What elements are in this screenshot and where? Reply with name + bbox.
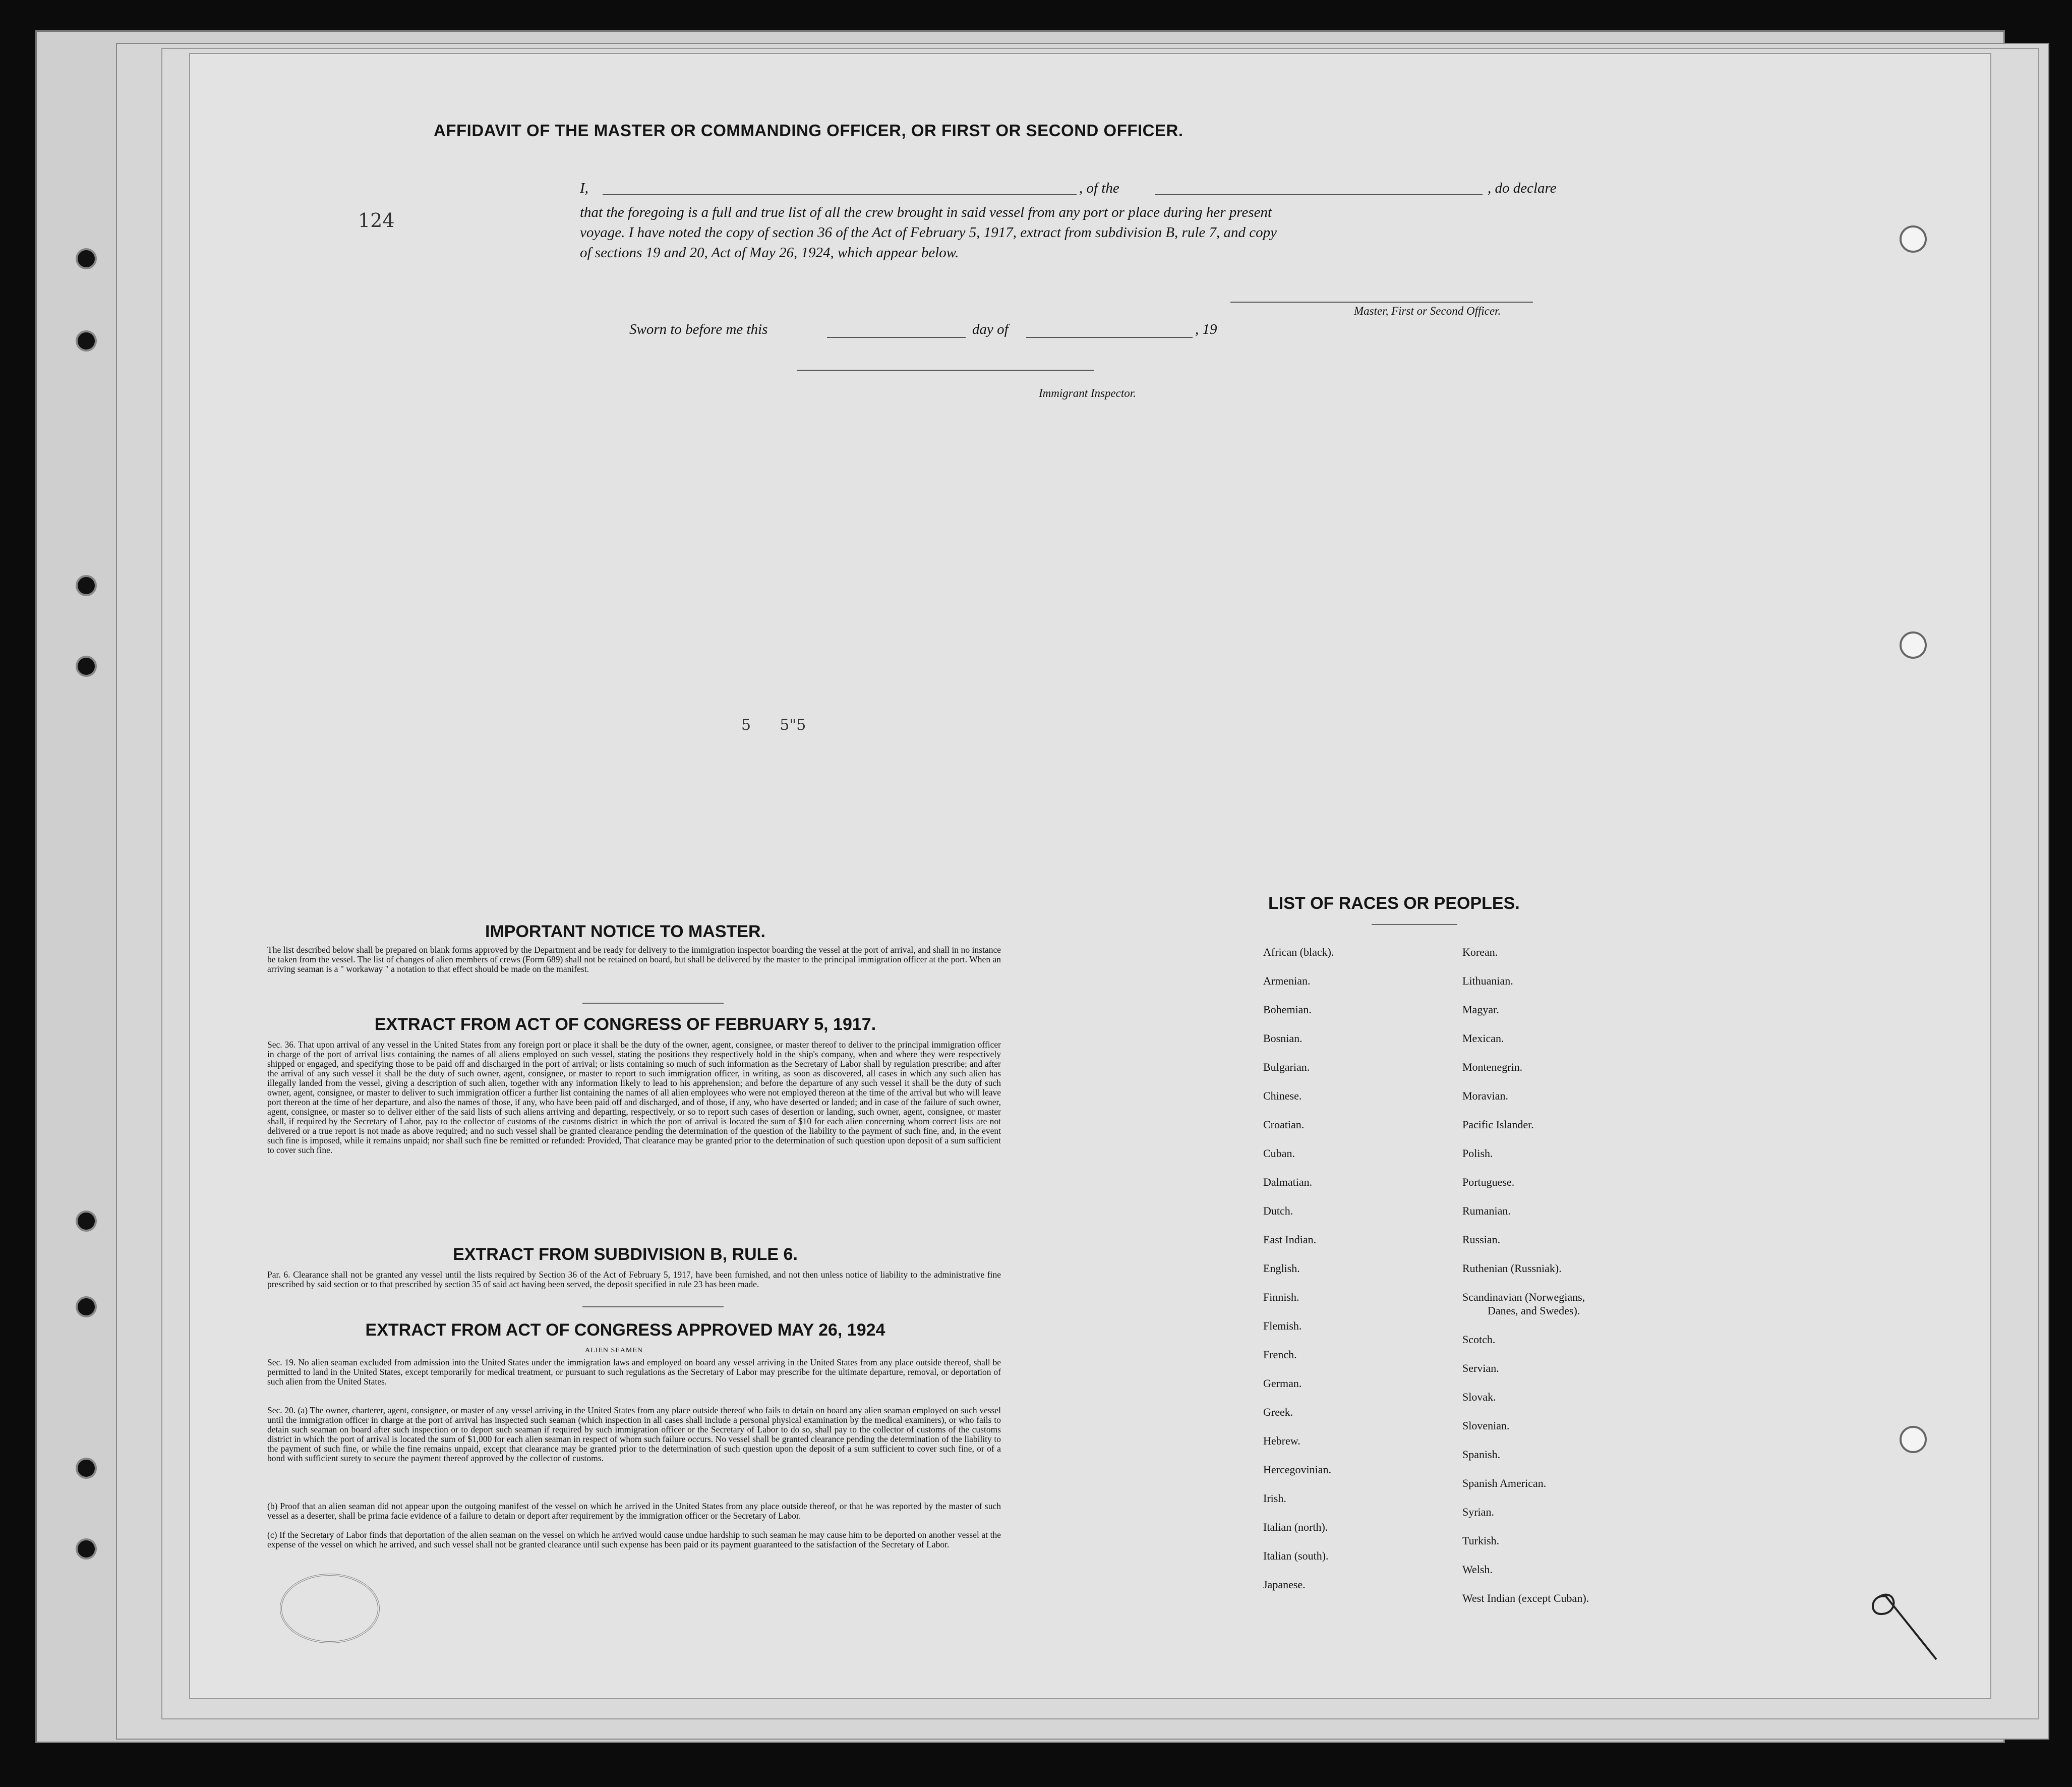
race-item: Cuban. [1263,1147,1295,1160]
race-item: Irish. [1263,1492,1286,1505]
race-item: Bohemian. [1263,1003,1312,1016]
race-item: Magyar. [1462,1003,1499,1016]
race-item: Spanish. [1462,1448,1501,1461]
race-item: Lithuanian. [1462,974,1513,987]
handwritten-mark: 5 5"5 [741,716,806,734]
race-item: Korean. [1462,946,1498,958]
sworn-day-line[interactable] [827,337,966,338]
name-blank-line[interactable] [603,194,1077,195]
race-item: Flemish. [1263,1319,1302,1332]
race-item: Hebrew. [1263,1434,1300,1447]
race-item: Pacific Islander. [1462,1118,1534,1131]
vessel-blank-line[interactable] [1155,194,1483,195]
punch-hole-icon [76,1458,97,1479]
race-item: Bosnian. [1263,1032,1303,1045]
race-item: Dutch. [1263,1204,1293,1217]
race-item: Slovenian. [1462,1419,1510,1432]
race-item: Montenegrin. [1462,1061,1523,1073]
punch-hole-icon [76,248,97,269]
extract-rule6-title: EXTRACT FROM SUBDIVISION B, RULE 6. [453,1245,798,1264]
punch-hole-icon [1900,225,1927,253]
race-item: Bulgarian. [1263,1061,1310,1073]
extract-1917-text: Sec. 36. That upon arrival of any vessel in the United States from any foreign port or place it shall be the duty of the owner, agent, consignee, or master thereof to deliver to the principal immigration officer in charge of the port of arrival lists containing the names of all aliens employed on such vessel, stating the positions they respectively hold in the ship's company, when and where they were respectively shipped or engaged, and specifying those to be paid off and discharged in the port of arrival; or lists containing so much of such information as the Secretary of Labor shall by regulation prescribe; and after the arrival of any such vessel it shall be the duty of such owner, agent, consignee, or master to report to such immigration officer, in writing, as soon as discovered, all cases in which any such alien has illegally landed from the vessel, giving a description of such alien, together with any information likely to lead to his apprehension; and before the departure of any such vessel it shall be the duty of such owner, agent, consignee, or master to deliver to such immigration officer a further list containing the names of all alien employees who were not employed thereon at the time of the arrival but who will leave port thereon at the time of her departure, and also the names of those, if any, who have been paid off and discharged, and of those, if any, who have deserted or landed; and in case of the failure of such owner, agent, consignee, or master so to deliver either of the said lists of such aliens arriving and departing, respectively, or so to report such cases of desertion or landing, such owner, agent, consignee, or master shall, if required by the Secretary of Labor, pay to the collector of customs of the customs district in which the port of arrival is located the sum of $10 for each alien concerning whom correct lists are not delivered or a true report is not made as above required; and no such vessel shall be granted clearance pending the determination of the question of the liability to the payment of such fine, and, in the event such fine is imposed, while it remains unpaid; nor shall such fine be remitted or refunded: Provided, That clearance may be granted prior to the determination of such question upon deposit of a sum sufficient to cover such fine. [267,1040,1001,1155]
punch-hole-icon [76,1296,97,1317]
divider [582,1306,724,1307]
divider [1372,924,1457,925]
race-item: Danes, and Swedes). [1488,1304,1580,1317]
race-item: East Indian. [1263,1233,1317,1246]
extract-rule6-text: Par. 6. Clearance shall not be granted any vessel until the lists required by Section 36 of the Act of February 5, 1917, have been furnished, and not then unless notice of liability to the administrative fine prescribed by said section or to that prescribed by section 35 of said act having been served, the deposit specified in rule 23 has been made. [267,1270,1001,1289]
extract-1924-title: EXTRACT FROM ACT OF CONGRESS APPROVED MAY 26, 1924 [365,1320,885,1340]
sworn-year: , 19 [1195,321,1217,337]
sworn-month-line[interactable] [1026,337,1193,338]
race-item: Russian. [1462,1233,1501,1246]
race-item: Slovak. [1462,1391,1496,1403]
race-item: Japanese. [1263,1578,1306,1591]
race-item: Polish. [1462,1147,1493,1160]
punch-hole-icon [76,1210,97,1232]
affidavit-line2: that the foregoing is a full and true list of all the crew brought in said vessel from any port or place during her present [580,204,1272,220]
race-item: Ruthenian (Russniak). [1462,1262,1562,1275]
extract-1917-title: EXTRACT FROM ACT OF CONGRESS OF FEBRUARY 5, 1917. [374,1015,876,1034]
race-item: Scandinavian (Norwegians, [1462,1291,1585,1303]
affidavit-title: AFFIDAVIT OF THE MASTER OR COMMANDING OFFICER, OR FIRST OR SECOND OFFICER. [434,121,1183,140]
race-item: Syrian. [1462,1506,1494,1518]
race-item: Hercegovinian. [1263,1463,1331,1476]
race-item: Italian (north). [1263,1521,1328,1533]
race-item: Rumanian. [1462,1204,1511,1217]
sworn-day-of: day of [972,321,1009,337]
race-item: African (black). [1263,946,1334,958]
affidavit-of-the: , of the [1079,180,1119,196]
signature-line[interactable] [1230,302,1533,303]
races-title: LIST OF RACES OR PEOPLES. [1268,894,1520,913]
affidavit-line3: voyage. I have noted the copy of section 36 of the Act of February 5, 1917, extract from subdivision B, rule 7, and copy [580,224,1277,241]
race-item: Finnish. [1263,1291,1299,1303]
divider [582,1003,724,1004]
race-item: Welsh. [1462,1563,1493,1576]
race-item: Italian (south). [1263,1549,1329,1562]
inspector-signature-line[interactable] [797,370,1094,371]
punch-hole-icon [1900,1426,1927,1453]
extract-1924-subtitle: ALIEN SEAMEN [585,1347,643,1354]
race-item: English. [1263,1262,1300,1275]
sec20c-text: (c) If the Secretary of Labor finds that deportation of the alien seaman on the vessel on which he arrived would cause undue hardship to such seaman he may cause him to be deported on another vessel at the expense of the vessel on which he arrived, and such vessel shall not be granted clearance until such expense has been paid or its payment guaranteed to the satisfaction of the Secretary of Labor. [267,1530,1001,1549]
punch-hole-icon [76,575,97,596]
race-item: Mexican. [1462,1032,1504,1045]
handwritten-number: 124 [358,209,395,232]
race-item: Croatian. [1263,1118,1305,1131]
affidavit-line4: of sections 19 and 20, Act of May 26, 1924, which appear below. [580,245,959,261]
signature-label: Master, First or Second Officer. [1354,305,1501,317]
sworn-prefix: Sworn to before me this [629,321,768,337]
race-item: West Indian (except Cuban). [1462,1592,1589,1604]
punch-hole-icon [76,330,97,352]
sec19-text: Sec. 19. No alien seaman excluded from admission into the United States under the immigration laws and employed on board any vessel arriving in the United States from any place outside thereof, shall be permitted to land in the United States, except temporarily for medical treatment, or pursuant to such regulations as the Secretary of Labor may prescribe for the ultimate departure, removal, or deportation of such alien from the United States. [267,1357,1001,1387]
sec20b-text: (b) Proof that an alien seaman did not appear upon the outgoing manifest of the vessel on which he arrived in the United States from any place outside thereof, or that he was reported by the master of such vessel as a deserter, shall be prima facie evidence of a failure to detain or deport after requirement by the immigration officer or the Secretary of Labor. [267,1501,1001,1521]
race-item: Spanish American. [1462,1477,1547,1489]
race-item: Greek. [1263,1406,1293,1418]
sec20a-text: Sec. 20. (a) The owner, charterer, agent, consignee, or master of any vessel arriving in the United States from any place outside thereof who fails to detain on board any alien seaman employed on such vessel until the immigration officer in charge at the port of arrival has inspected such seaman (which inspection in all cases shall include a personal physical examination by the medical examiners), or who fails to detain such seaman on board after such inspection or to deport such seaman if required by such immigration officer or the Secretary of Labor to do so, shall pay to the collector of customs of the customs district in which the port of arrival is located the sum of $1,000 for each alien seaman in respect of whom such failure occurs. No vessel shall be granted clearance pending the determination of the liability to the payment of such fine, or while the fine remains unpaid, except that clearance may be granted prior to the determination of such question upon the deposit of a sum sufficient to cover such fine, or of a bond with sufficient surety to secure the payment thereof approved by the collector of customs. [267,1405,1001,1463]
corner-scribble-icon [1866,1584,1946,1664]
stamp-seal-icon [280,1574,380,1643]
race-item: Servian. [1462,1362,1499,1374]
race-item: Turkish. [1462,1534,1500,1547]
race-item: Scotch. [1462,1333,1496,1346]
race-item: Dalmatian. [1263,1176,1313,1188]
affidavit-declare: , do declare [1488,180,1557,196]
punch-hole-icon [76,1538,97,1560]
race-item: Chinese. [1263,1089,1302,1102]
punch-hole-icon [76,656,97,677]
race-item: French. [1263,1348,1297,1361]
notice-title: IMPORTANT NOTICE TO MASTER. [485,922,765,941]
race-item: Armenian. [1263,974,1311,987]
notice-text: The list described below shall be prepared on blank forms approved by the Department and be ready for delivery to the immigration inspector boarding the vessel at the port of arrival, and shall in no instance be taken from the vessel. The list of changes of alien members of crews (Form 689) shall not be retained on board, but shall be delivered by the master to the principal immigration officer at the port. When an arriving seaman is a " workaway " a notation to that effect should be made on the manifest. [267,945,1001,974]
inspector-label: Immigrant Inspector. [1039,387,1136,399]
race-item: Portuguese. [1462,1176,1515,1188]
race-item: German. [1263,1377,1302,1390]
affidavit-i: I, [580,180,588,196]
race-item: Moravian. [1462,1089,1509,1102]
punch-hole-icon [1900,631,1927,659]
